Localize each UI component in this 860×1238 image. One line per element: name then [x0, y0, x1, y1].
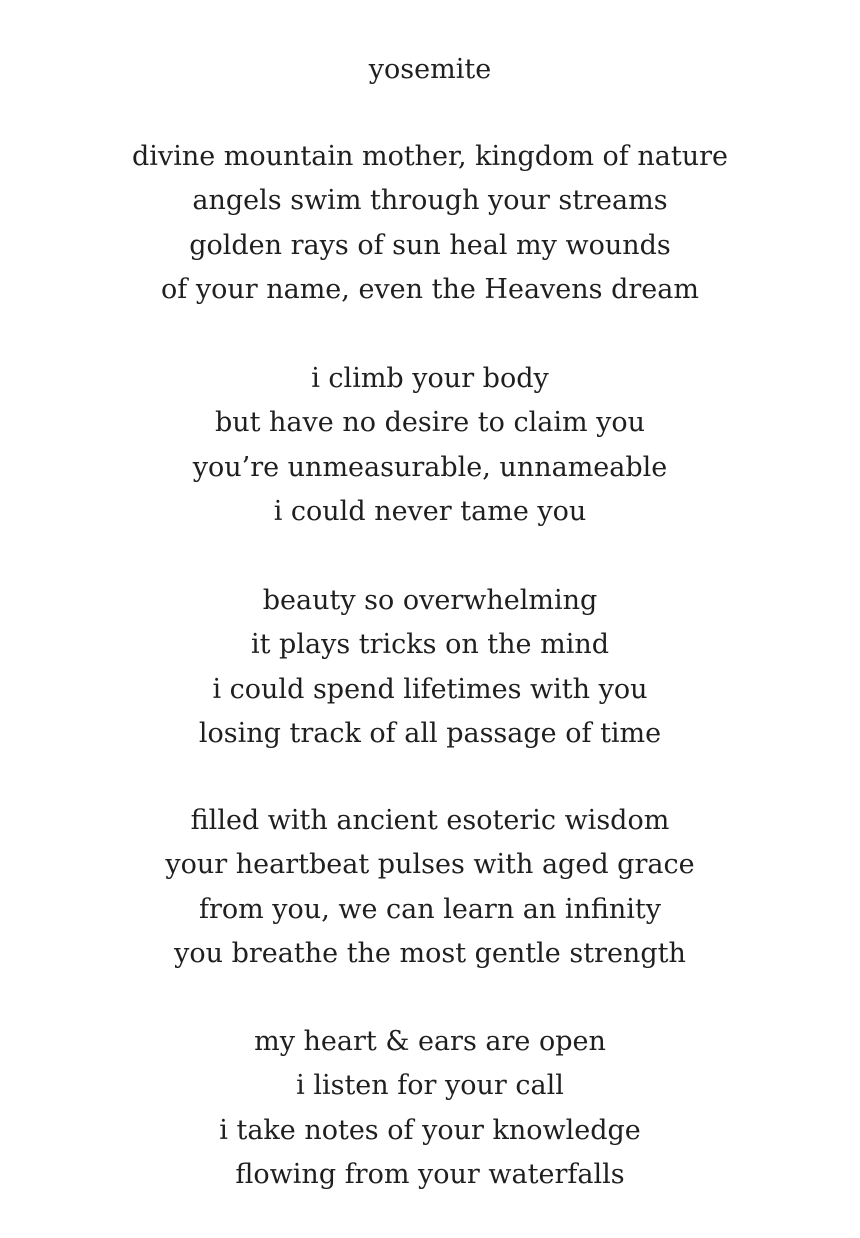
poem-title: yosemite — [368, 54, 492, 85]
poem-line: of your name, even the Heavens dream — [161, 273, 699, 305]
poem-line: i climb your body — [311, 363, 549, 394]
stanza-3 — [0, 579, 860, 756]
stanza-4 — [0, 799, 860, 976]
stanza-5 — [0, 1020, 860, 1197]
poem-line: your heartbeat pulses with aged grace — [165, 849, 695, 881]
stanza-1 — [0, 135, 860, 312]
poem-line: losing track of all passage of time — [198, 717, 662, 749]
poem-line: golden rays of sun heal my wounds — [189, 229, 671, 261]
poem-line: you’re unmeasurable, unnameable — [192, 451, 668, 483]
poem-line: beauty so overwhelming — [262, 585, 598, 616]
stanza-2 — [0, 357, 860, 534]
poem-line: my heart & ears are open — [254, 1026, 606, 1057]
poem-line: flowing from your waterfalls — [235, 1158, 625, 1190]
poem-line: it plays tricks on the mind — [250, 629, 610, 661]
poem-line: angels swim through your streams — [192, 185, 668, 217]
poem-line: i take notes of your knowledge — [219, 1114, 641, 1146]
poem-line: i listen for your call — [296, 1070, 564, 1102]
poem-line: filled with ancient esoteric wisdom — [190, 805, 670, 836]
poem-line: i could spend lifetimes with you — [212, 673, 648, 705]
poem-line: i could never tame you — [273, 495, 587, 527]
poem-line: you breathe the most gentle strength — [174, 937, 686, 969]
poem-line: divine mountain mother, kingdom of nature — [132, 141, 728, 172]
poem-line: from you, we can learn an infinity — [198, 893, 662, 925]
poem-line: but have no desire to claim you — [214, 407, 646, 439]
